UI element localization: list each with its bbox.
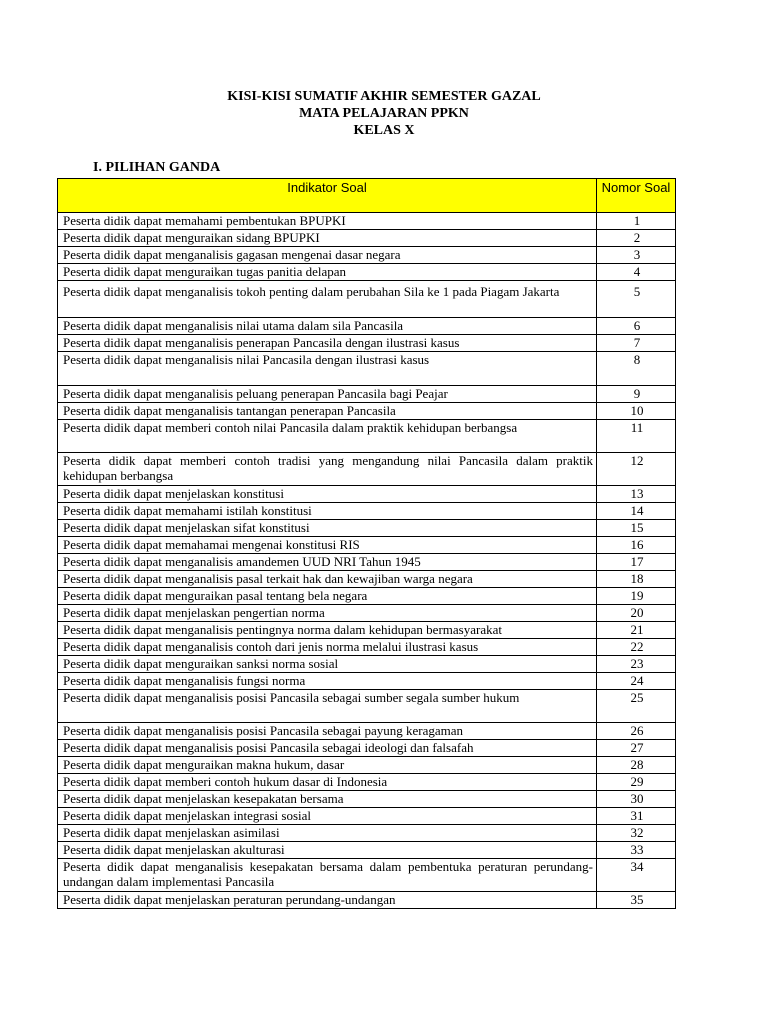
indicator-cell: Peserta didik dapat menganalisis pentingnya norma dalam kehidupan bermasyarakat [58, 622, 597, 639]
table-row [58, 537, 676, 554]
table-row [58, 690, 676, 723]
number-cell: 10 [597, 403, 676, 420]
table-row [58, 571, 676, 588]
indicator-cell: Peserta didik dapat menjelaskan akulturasi [58, 842, 597, 859]
number-cell: 33 [597, 842, 676, 859]
table-row [58, 420, 676, 453]
number-cell: 35 [597, 892, 676, 909]
number-cell: 30 [597, 791, 676, 808]
table-row [58, 825, 676, 842]
number-cell: 2 [597, 230, 676, 247]
number-cell: 9 [597, 386, 676, 403]
number-cell: 19 [597, 588, 676, 605]
class-title: KELAS X [353, 123, 415, 138]
table-header-row [58, 179, 676, 213]
indicator-cell: Peserta didik dapat menganalisis nilai Pancasila dengan ilustrasi kasus [58, 352, 597, 386]
indicator-cell: Peserta didik dapat menganalisis posisi Pancasila sebagai ideologi dan falsafah [58, 740, 597, 757]
number-cell: 23 [597, 656, 676, 673]
number-cell: 4 [597, 264, 676, 281]
table-row [58, 892, 676, 909]
table-row [58, 335, 676, 352]
number-cell: 31 [597, 808, 676, 825]
indicator-cell: Peserta didik dapat menjelaskan konstitusi [58, 486, 597, 503]
number-cell: 6 [597, 318, 676, 335]
number-cell: 14 [597, 503, 676, 520]
table-row [58, 842, 676, 859]
indicator-cell: Peserta didik dapat menganalisis penerapan Pancasila dengan ilustrasi kasus [58, 335, 597, 352]
table-row [58, 656, 676, 673]
indicator-cell: Peserta didik dapat menganalisis tokoh penting dalam perubahan Sila ke 1 pada Piagam Jakarta [58, 281, 597, 318]
table-row [58, 486, 676, 503]
number-cell: 21 [597, 622, 676, 639]
table-row [58, 230, 676, 247]
table-row [58, 808, 676, 825]
table-row [58, 352, 676, 386]
kisi-kisi-table [57, 178, 676, 909]
table-row [58, 757, 676, 774]
indicator-cell: Peserta didik dapat menganalisis gagasan mengenai dasar negara [58, 247, 597, 264]
number-cell: 26 [597, 723, 676, 740]
number-cell: 28 [597, 757, 676, 774]
indicator-cell: Peserta didik dapat menganalisis posisi Pancasila sebagai payung keragaman [58, 723, 597, 740]
table-row [58, 605, 676, 622]
indicator-cell: Peserta didik dapat menganalisis pasal terkait hak dan kewajiban warga negara [58, 571, 597, 588]
indicator-cell: Peserta didik dapat menganalisis kesepakatan bersama dalam pembentuka peraturan perundang-undangan dalam implementasi Pancasila [58, 859, 597, 892]
table-row [58, 264, 676, 281]
indicator-cell: Peserta didik dapat menguraikan tugas panitia delapan [58, 264, 597, 281]
number-cell: 11 [597, 420, 676, 453]
table-row [58, 791, 676, 808]
table-row [58, 520, 676, 537]
number-cell: 27 [597, 740, 676, 757]
table-row [58, 859, 676, 892]
indicator-cell: Peserta didik dapat menguraikan sidang BPUPKI [58, 230, 597, 247]
table-row [58, 503, 676, 520]
indicator-cell: Peserta didik dapat menguraikan makna hukum, dasar [58, 757, 597, 774]
number-cell: 15 [597, 520, 676, 537]
indicator-cell: Peserta didik dapat menganalisis amandemen UUD NRI Tahun 1945 [58, 554, 597, 571]
number-cell: 25 [597, 690, 676, 723]
indicator-cell: Peserta didik dapat menjelaskan integrasi sosial [58, 808, 597, 825]
number-cell: 32 [597, 825, 676, 842]
indicator-cell: Peserta didik dapat menguraikan pasal tentang bela negara [58, 588, 597, 605]
document-title: KISI-KISI SUMATIF AKHIR SEMESTER GAZAL [227, 89, 541, 104]
indicator-cell: Peserta didik dapat menjelaskan kesepakatan bersama [58, 791, 597, 808]
table-row [58, 318, 676, 335]
table-row [58, 740, 676, 757]
number-cell: 34 [597, 859, 676, 892]
indicator-cell: Peserta didik dapat menganalisis fungsi norma [58, 673, 597, 690]
number-cell: 20 [597, 605, 676, 622]
number-cell: 17 [597, 554, 676, 571]
subject-title: MATA PELAJARAN PPKN [299, 106, 469, 121]
number-cell: 18 [597, 571, 676, 588]
number-cell: 16 [597, 537, 676, 554]
number-cell: 29 [597, 774, 676, 791]
indicator-cell: Peserta didik dapat memberi contoh tradisi yang mengandung nilai Pancasila dalam praktik kehidupan berbangsa [58, 453, 597, 486]
indicator-cell: Peserta didik dapat menganalisis posisi Pancasila sebagai sumber segala sumber hukum [58, 690, 597, 723]
table-row [58, 281, 676, 318]
number-cell: 13 [597, 486, 676, 503]
header-indicator: Indikator Soal [58, 179, 597, 213]
number-cell: 12 [597, 453, 676, 486]
indicator-cell: Peserta didik dapat memahami istilah konstitusi [58, 503, 597, 520]
indicator-cell: Peserta didik dapat menganalisis nilai utama dalam sila Pancasila [58, 318, 597, 335]
indicator-cell: Peserta didik dapat menganalisis contoh dari jenis norma melalui ilustrasi kasus [58, 639, 597, 656]
number-cell: 24 [597, 673, 676, 690]
indicator-cell: Peserta didik dapat menjelaskan peraturan perundang-undangan [58, 892, 597, 909]
table-row [58, 554, 676, 571]
indicator-cell: Peserta didik dapat menganalisis peluang penerapan Pancasila bagi Peajar [58, 386, 597, 403]
table-row [58, 622, 676, 639]
header-number: Nomor Soal [597, 179, 676, 213]
indicator-cell: Peserta didik dapat memberi contoh nilai Pancasila dalam praktik kehidupan berbangsa [58, 420, 597, 453]
table-row [58, 403, 676, 420]
table-row [58, 774, 676, 791]
table-row [58, 386, 676, 403]
number-cell: 5 [597, 281, 676, 318]
number-cell: 1 [597, 213, 676, 230]
indicator-cell: Peserta didik dapat memahami pembentukan BPUPKI [58, 213, 597, 230]
indicator-cell: Peserta didik dapat menjelaskan asimilasi [58, 825, 597, 842]
indicator-cell: Peserta didik dapat menjelaskan pengertian norma [58, 605, 597, 622]
table-row [58, 723, 676, 740]
table-row [58, 639, 676, 656]
indicator-cell: Peserta didik dapat memberi contoh hukum dasar di Indonesia [58, 774, 597, 791]
indicator-cell: Peserta didik dapat menguraikan sanksi norma sosial [58, 656, 597, 673]
number-cell: 8 [597, 352, 676, 386]
indicator-cell: Peserta didik dapat menganalisis tantangan penerapan Pancasila [58, 403, 597, 420]
number-cell: 7 [597, 335, 676, 352]
number-cell: 22 [597, 639, 676, 656]
table-row [58, 247, 676, 264]
number-cell: 3 [597, 247, 676, 264]
indicator-cell: Peserta didik dapat memahamai mengenai konstitusi RIS [58, 537, 597, 554]
indicator-cell: Peserta didik dapat menjelaskan sifat konstitusi [58, 520, 597, 537]
table-row [58, 213, 676, 230]
section-title: I. PILIHAN GANDA [93, 160, 221, 175]
table-row [58, 588, 676, 605]
table-row [58, 453, 676, 486]
table-row [58, 673, 676, 690]
